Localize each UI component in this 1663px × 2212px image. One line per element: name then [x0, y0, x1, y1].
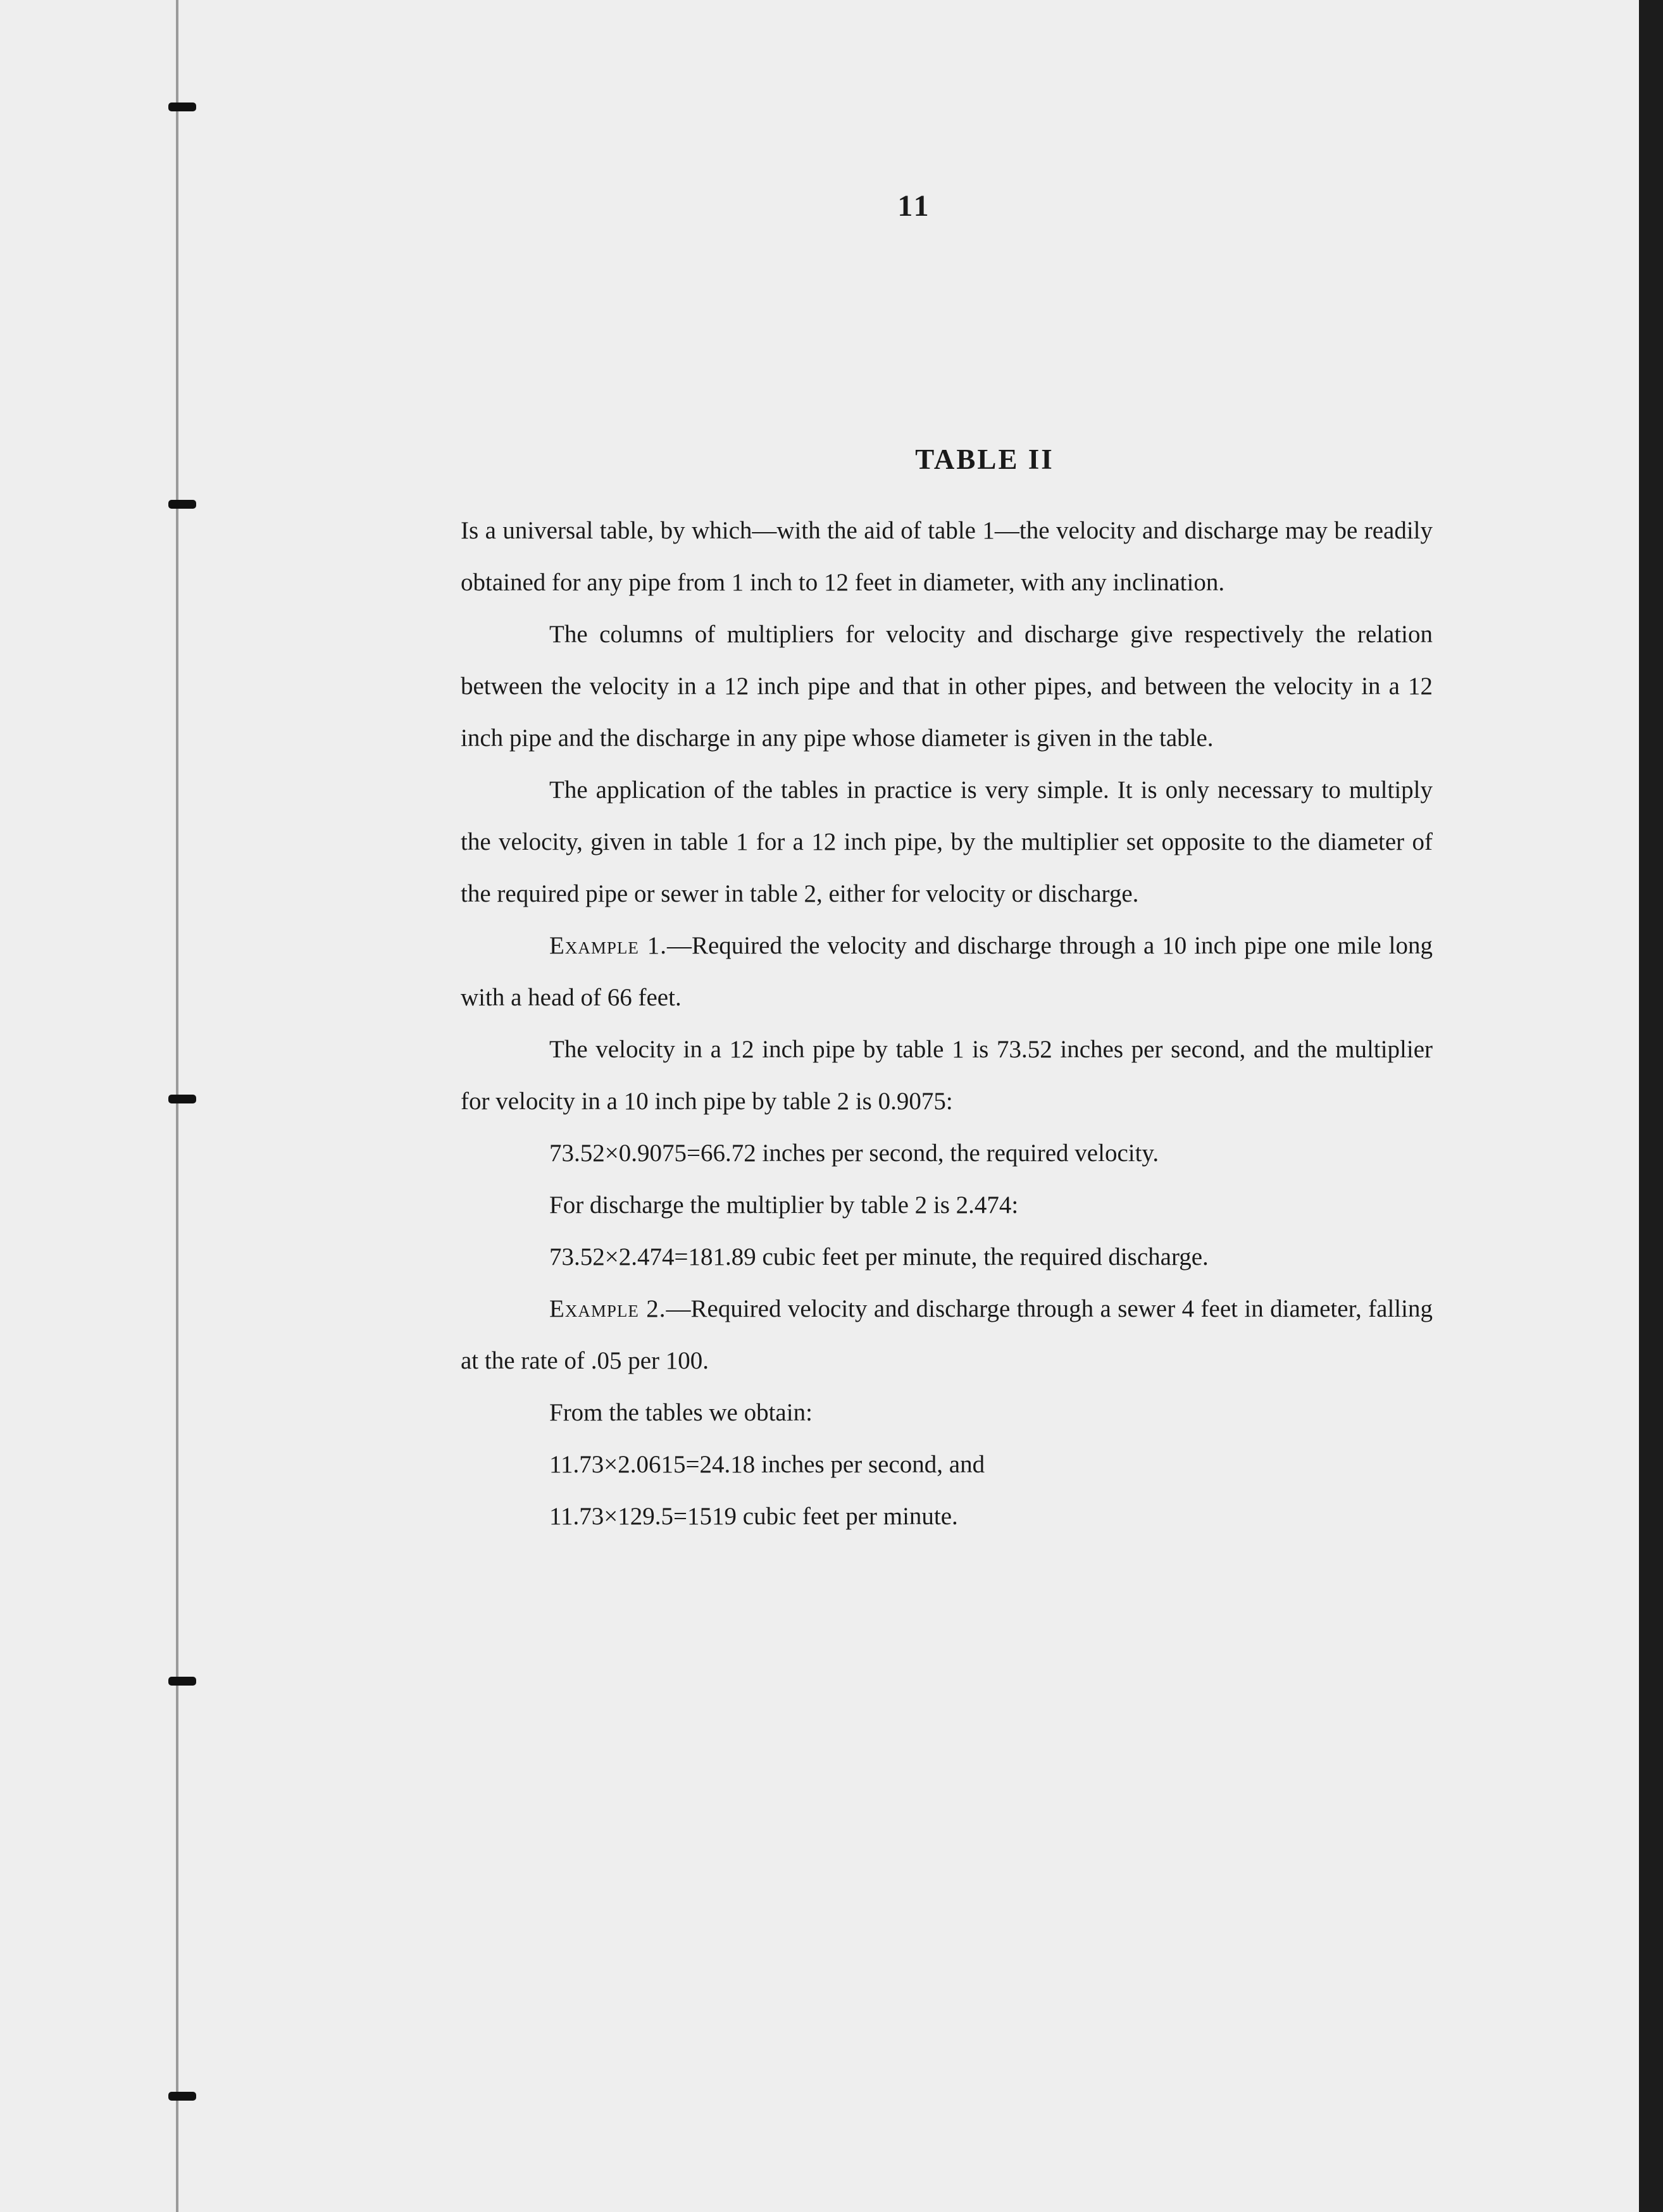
page-title: TABLE II [915, 444, 1054, 475]
staple-mark [168, 103, 196, 111]
example-1-discharge-calc: 73.52×2.474=181.89 cubic feet per minute, the required discharge. [549, 1243, 1209, 1271]
intro-paragraph: Is a universal table, by which—with the aid of table 1—the velocity and discharge may be readily obtained for any pipe from 1 inch to 12 feet in diameter, with any inclination. [461, 517, 1433, 596]
example-1-velocity-calc: 73.52×0.9075=66.72 inches per second, the required velocity. [549, 1140, 1159, 1167]
binding-line [176, 0, 178, 2212]
example-1-text: —Required the velocity and discharge through a 10 inch pipe one mile long with a head of 66 feet. [461, 932, 1433, 1011]
example-2-label: Example 2. [549, 1295, 666, 1322]
page-edge [1639, 0, 1663, 2212]
example-2-obtain-text: From the tables we obtain: [549, 1399, 813, 1426]
main-text [461, 443, 1433, 1543]
example-1-label: Example 1. [549, 932, 667, 959]
staple-mark [168, 500, 196, 509]
page-number: 11 [897, 189, 931, 223]
example-1-velocity-paragraph: The velocity in a 12 inch pipe by table 1 is 73.52 inches per second, and the multiplier for velocity in a 10 inch pipe by table 2 is 0.9075: [461, 1036, 1433, 1115]
example-2-text: —Required velocity and discharge through a sewer 4 feet in diameter, falling at the rate of .05 per 100. [461, 1295, 1433, 1374]
application-paragraph: The application of the tables in practice is very simple. It is only necessary to multiply the velocity, given in table 1 for a 12 inch pipe, by the multiplier set opposite to the diameter of the required pipe or sewer in table 2, either for velocity or discharge. [461, 776, 1433, 907]
example-2-velocity-calc: 11.73×2.0615=24.18 inches per second, and [549, 1451, 985, 1478]
columns-paragraph: The columns of multipliers for velocity and discharge give respectively the relation between the velocity in a 12 inch pipe and that in other pipes, and between the velocity in a 12 inch pipe and the discharge in any pipe whose diameter is given in the table. [461, 621, 1433, 752]
staple-mark [168, 2092, 196, 2101]
example-1-discharge-text: For discharge the multiplier by table 2 is 2.474: [549, 1191, 1019, 1219]
staple-mark [168, 1095, 196, 1103]
example-1-paragraph [461, 920, 1433, 1024]
example-2-paragraph [461, 1283, 1433, 1387]
example-2-discharge-calc: 11.73×129.5=1519 cubic feet per minute. [549, 1503, 958, 1530]
staple-mark [168, 1677, 196, 1686]
